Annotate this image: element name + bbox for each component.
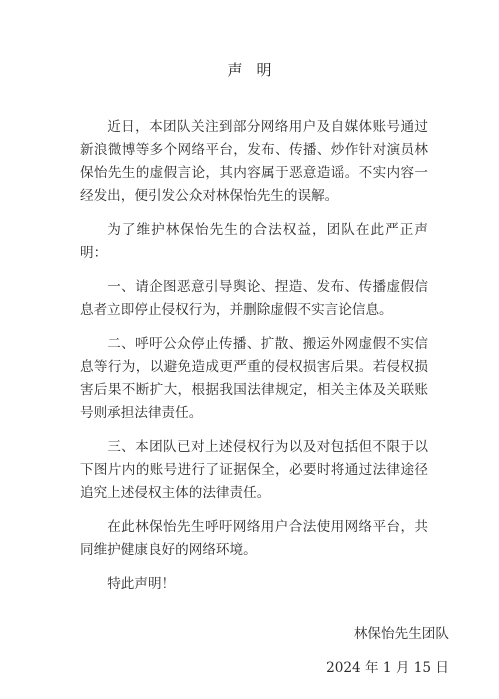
statement-body	[80, 116, 428, 607]
page-title: 声明	[227, 61, 286, 79]
paragraph-closing: 特此声明！	[107, 576, 176, 592]
paragraph-appeal: 在此林保怡先生呼吁网络用户合法使用网络平台，共同维护健康良好的网络环境。	[80, 519, 428, 558]
paragraph-declaration-lead: 为了维护林保怡先生的合法权益，团队在此严正声明：	[80, 222, 428, 261]
paragraph-point-three: 三、本团队已对上述侵权行为以及对包括但不限于以下图片内的账号进行了证据保全，必要时将通过法律途径追究上述侵权主体的法律责任。	[80, 439, 428, 501]
signature-name: 林保怡先生团队	[353, 626, 449, 642]
signature-block	[326, 623, 449, 691]
paragraph-point-two: 二、呼吁公众停止传播、扩散、搬运外网虚假不实信息等行为，以避免造成更严重的侵权损害后果。若侵权损害后果不断扩大，根据我国法律规定，相关主体及关联账号则承担法律责任。	[80, 336, 428, 421]
signature-date: 2024 年 1 月 15 日	[326, 660, 449, 676]
paragraph-point-one: 一、请企图恶意引导舆论、捏造、发布、传播虚假信息者立即停止侵权行为，并删除虚假不实言论信息。	[80, 279, 428, 318]
paragraph-intro: 近日，本团队关注到部分网络用户及自媒体账号通过新浪微博等多个网络平台，发布、传播、炒作针对演员林保怡先生的虚假言论，其内容属于恶意造谣。不实内容一经发出，便引发公众对林保怡先生的误解。	[80, 119, 428, 204]
